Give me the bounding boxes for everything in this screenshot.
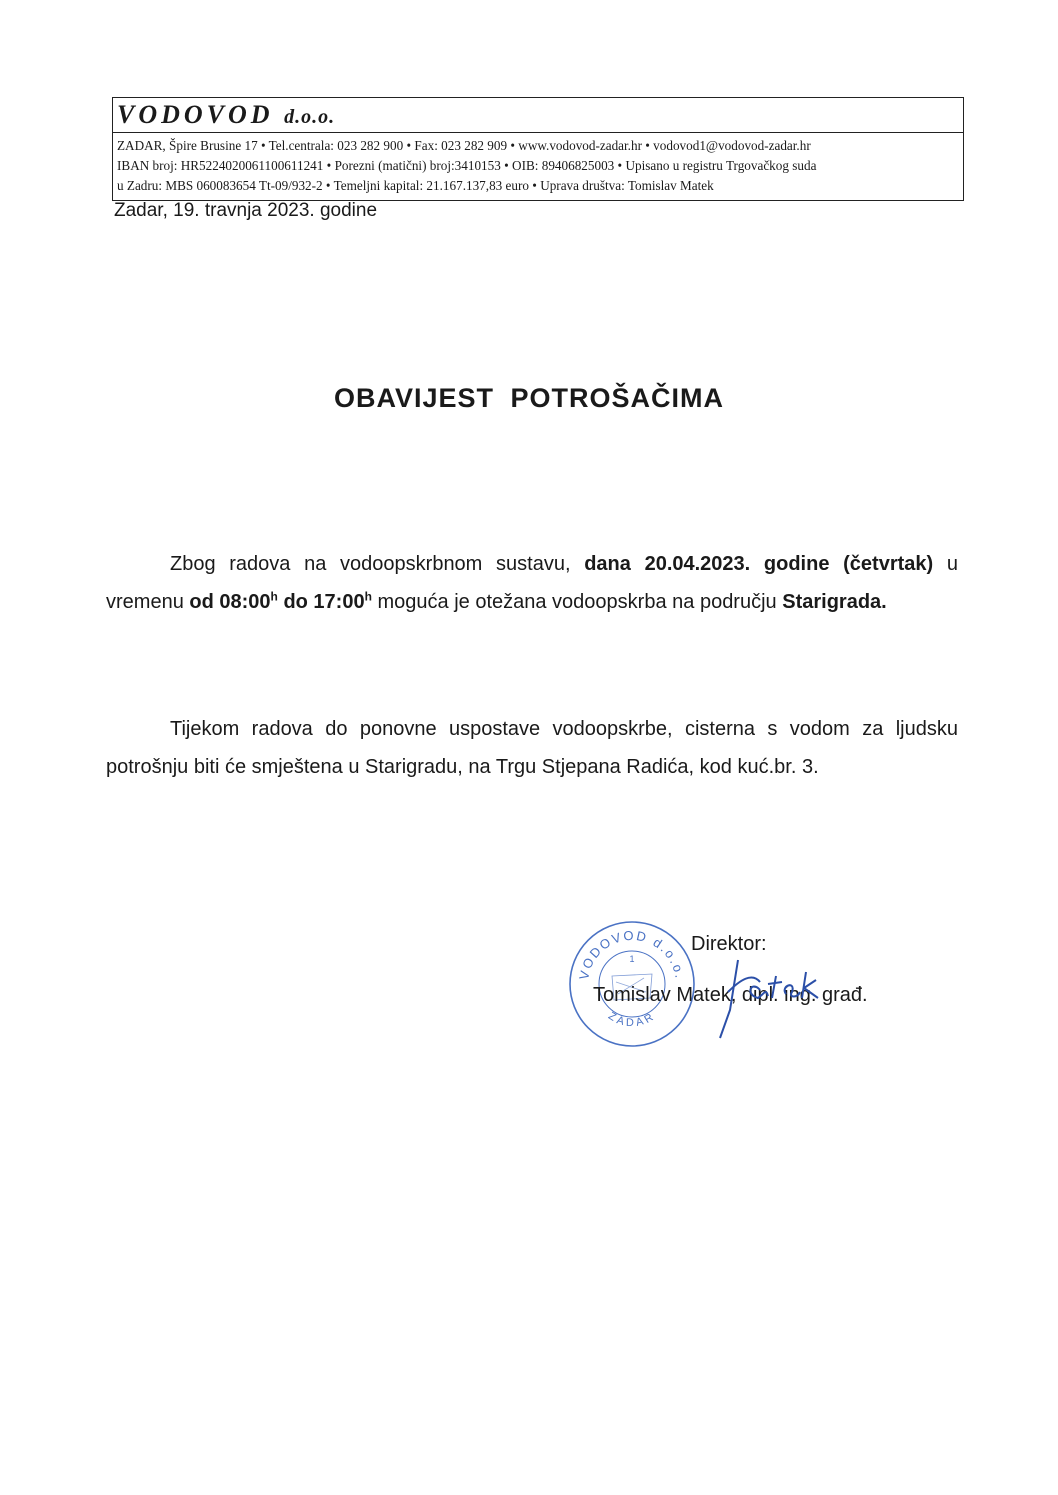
p1-time-range: od 08:00$^h$ do 17:00$^h$ — [189, 589, 372, 613]
p1-text-3: moguća je otežana vodoopskrba na području — [377, 591, 777, 613]
stamp-number: 1 — [629, 954, 635, 964]
letterhead — [112, 97, 964, 201]
letterhead-capital-line: u Zadru: MBS 060083654 Tt-09/932-2 • Temeljni kapital: 21.167.137,83 euro • Uprava društva: Tomislav Matek — [117, 178, 714, 193]
letterhead-contact-line: ZADAR, Špire Brusine 17 • Tel.centrala: 023 282 900 • Fax: 023 282 909 • www.vodovod-zadar.hr • vodovod1@vodovod-zadar.hr — [117, 138, 811, 153]
notice-paragraph-2 — [106, 710, 958, 786]
p1-text-1: Zbog radova na vodoopskrbnom sustavu, — [170, 553, 571, 575]
document-title: OBAVIJEST POTROŠAČIMA — [333, 383, 725, 413]
notice-paragraph-1 — [106, 545, 958, 621]
p1-location: Starigrada. — [782, 591, 887, 613]
signatory-title: Direktor: — [691, 933, 767, 955]
signatory-name: Tomislav Matek, dipl. ing. građ. — [593, 984, 868, 1006]
letterhead-registration-line: IBAN broj: HR5224020061100611241 • Porezni (matični) broj:3410153 • OIB: 89406825003 • Upisano u registru Trgovačkog suda — [117, 158, 817, 173]
company-name: VODOVOD d.o.o. — [117, 100, 336, 129]
document-date: Zadar, 19. travnja 2023. godine — [114, 200, 378, 221]
p1-date: dana 20.04.2023. godine (četvrtak) — [584, 553, 934, 575]
handwritten-signature — [700, 950, 840, 1042]
p2-text: Tijekom radova do ponovne uspostave vodoopskrbe, cisterna s vodom za ljudsku potrošnju biti će smještena u Starigradu, na Trgu Stjepana Radića, kod kuć.br. 3. — [106, 718, 958, 778]
stamp-bottom-text: ZADAR — [606, 1009, 658, 1030]
svg-text:ZADAR — [606, 1010, 658, 1029]
stamp-top-text: VODOVOD d.o.o. — [576, 927, 688, 981]
p1-text-2: u vremenu — [106, 553, 958, 613]
letterhead-divider — [113, 132, 963, 133]
company-suffix: d.o.o. — [284, 106, 336, 128]
